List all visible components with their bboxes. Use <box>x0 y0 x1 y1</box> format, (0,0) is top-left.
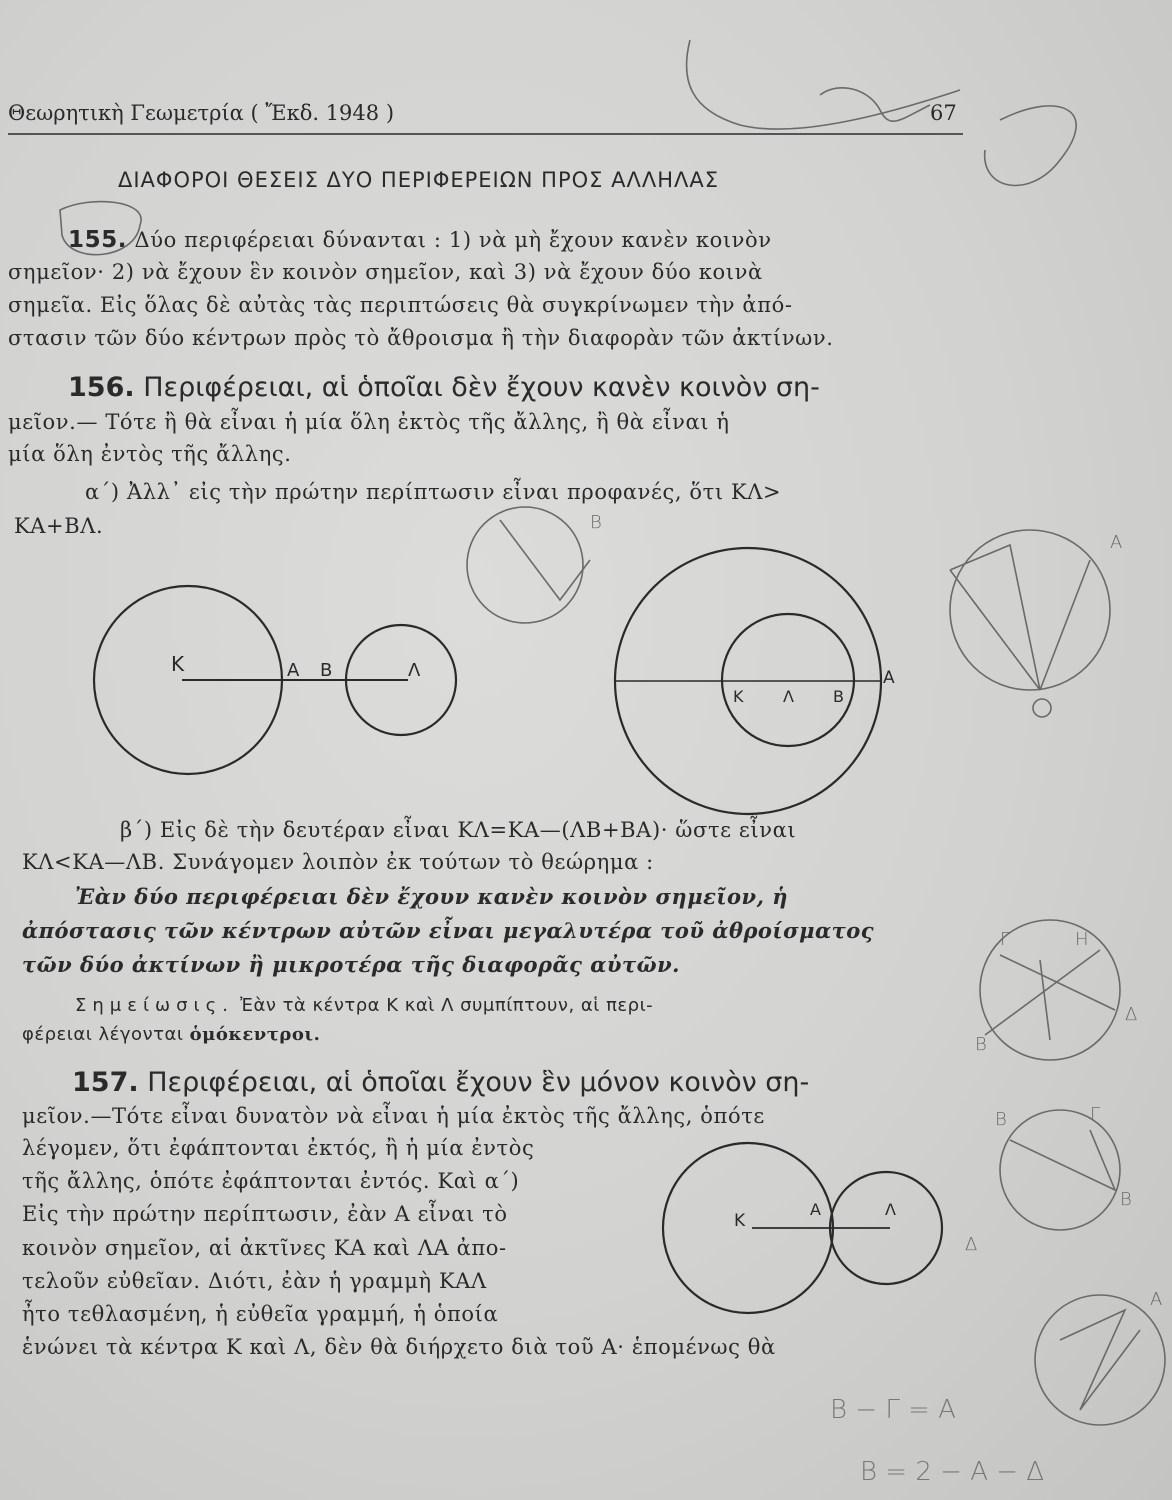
s157-heading: Περιφέρειαι, αἱ ὁποῖαι ἔχουν ἓν μόνον κοινὸν ση- <box>147 1067 810 1098</box>
pencil-lines-4 <box>1010 1130 1115 1190</box>
pencil-scribble-top <box>687 40 960 129</box>
fig2-label-l: Λ <box>783 687 794 706</box>
hand-label-7: Β <box>995 1109 1007 1130</box>
pencil-circle-5 <box>1035 1295 1165 1425</box>
hand-label-2: Α <box>1110 532 1123 553</box>
theorem-line-1: Ἐὰν δύο περιφέρειαι δὲν ἔχουν κανὲν κοινὸν σημεῖον, ἡ <box>75 884 788 909</box>
hand-label-5: Η <box>1075 929 1089 950</box>
s157-heading-line <box>72 1067 809 1098</box>
pencil-dot-2 <box>1033 699 1051 717</box>
note-term: ὁμόκεντροι. <box>189 1024 321 1045</box>
page-number: 67 <box>930 101 957 125</box>
pencil-lines-1 <box>500 520 590 600</box>
note-text: Ἐὰν τὰ κέντρα Κ καὶ Λ συμπίπτουν, αἱ περι- <box>240 995 654 1016</box>
s157-line-6: τελοῦν εὐθεῖαν. Διότι, ἐὰν ἡ γραμμὴ ΚΑΛ <box>22 1269 487 1293</box>
pencil-circle-2 <box>950 530 1110 690</box>
s156-line-2: μία ὅλη ἐντὸς τῆς ἄλλης. <box>8 442 292 466</box>
hand-label-9: Δ <box>965 1234 978 1255</box>
s157-line-3: τῆς ἄλλης, ὁπότε ἐφάπτονται ἐντός. Καὶ α΄) <box>22 1169 520 1193</box>
theorem-line-3: τῶν δύο ἀκτίνων ἢ μικροτέρα τῆς διαφορᾶς αὐτῶν. <box>22 952 680 977</box>
hand-label-3: Γ <box>1000 929 1011 950</box>
s156-line-4: ΚΑ+ΒΛ. <box>14 514 104 538</box>
fig1-label-a: Α <box>287 660 300 681</box>
note-label: Σημείωσις. <box>75 995 234 1016</box>
hand-equation-2: Β = 2 − Α − Δ <box>860 1457 1045 1487</box>
pencil-scribble-top-3 <box>985 106 1076 186</box>
hand-label-6: Β <box>975 1034 987 1055</box>
fig1-label-b: Β <box>320 660 333 681</box>
s157-line-5: κοινὸν σημεῖον, αἱ ἀκτῖνες ΚΑ καὶ ΛΑ ἀπο- <box>22 1236 507 1260</box>
fig3-label-l: Λ <box>885 1200 896 1219</box>
s155-text-1: Δύο περιφέρειαι δύνανται : 1) νὰ μὴ ἔχουν κανὲν κοινὸν <box>134 228 772 252</box>
s155-line-4: στασιν τῶν δύο κέντρων πρὸς τὸ ἄθροισμα ἢ τὴν διαφορὰν τῶν ἀκτίνων. <box>8 326 834 350</box>
pencil-triangle-2 <box>950 545 1090 690</box>
s155-number: 155. <box>68 227 128 253</box>
s156-line-6: ΚΛ<ΚΑ—ΛΒ. Συνάγομεν λοιπὸν ἐκ τούτων τὸ θεώρημα : <box>22 850 654 874</box>
s156-number: 156. <box>68 372 135 403</box>
figure-external-circles <box>94 586 456 774</box>
hand-label-11: Α <box>1150 1289 1163 1310</box>
figure-tangent-circles <box>663 1143 942 1313</box>
hand-label-8: Γ <box>1090 1104 1101 1125</box>
fig2-label-k: Κ <box>733 687 744 706</box>
fig3-label-k: Κ <box>734 1211 746 1231</box>
s156-line-3: α΄) Ἀλλ᾿ εἰς τὴν πρώτην περίπτωσιν εἶναι προφανές, ὅτι ΚΛ> <box>85 480 782 504</box>
fig2-label-b: Β <box>833 687 844 706</box>
running-title: Θεωρητικὴ Γεωμετρία ( Ἔκδ. 1948 ) <box>8 101 395 125</box>
s157-line-8: ἑνώνει τὰ κέντρα Κ καὶ Λ, δὲν θὰ διήρχετο διὰ τοῦ Α· ἑπομένως θὰ <box>22 1335 776 1359</box>
s157-number: 157. <box>72 1067 139 1098</box>
fig2-label-a: Α <box>883 668 895 688</box>
fig1-label-l: Λ <box>408 660 421 681</box>
s156-line-5: β΄) Εἰς δὲ τὴν δευτέραν εἶναι ΚΛ=ΚΑ—(ΛΒ+ΒΑ)· ὥστε εἶναι <box>120 818 797 842</box>
fig2-circle-inner <box>722 614 854 746</box>
pencil-circle-4 <box>1000 1110 1120 1230</box>
pencil-circle-155 <box>60 202 141 255</box>
s157-line-4: Εἰς τὴν πρώτην περίπτωσιν, ἐὰν Α εἶναι τὸ <box>22 1202 508 1226</box>
chapter-title: ΔΙΑΦΟΡΟΙ ΘΕΣΕΙΣ ΔΥΟ ΠΕΡΙΦΕΡΕΙΩΝ ΠΡΟΣ ΑΛΛΗΛΑΣ <box>118 168 720 192</box>
s156-heading: Περιφέρειαι, αἱ ὁποῖαι δὲν ἔχουν κανὲν κοινὸν ση- <box>143 372 820 403</box>
note-text-2: φέρειαι λέγονται <box>22 1024 184 1045</box>
note-line-2 <box>22 1024 320 1045</box>
theorem-line-2: ἀπόστασις τῶν κέντρων αὐτῶν εἶναι μεγαλυτέρα τοῦ ἀθροίσματος <box>22 918 875 943</box>
s157-line-7: ἦτο τεθλασμένη, ἡ εὐθεῖα γραμμή, ἡ ὁποία <box>22 1302 499 1326</box>
note-line-1 <box>75 995 653 1016</box>
hand-equation-1: Β − Γ = Α <box>830 1395 956 1425</box>
pencil-lines-5 <box>1060 1310 1140 1410</box>
pencil-lines-3 <box>985 950 1115 1040</box>
figure-internal-circles <box>615 548 881 814</box>
s157-line-2: λέγομεν, ὅτι ἐφάπτονται ἐκτός, ἢ ἡ μία ἐντὸς <box>22 1136 535 1160</box>
pencil-circle-1 <box>467 507 583 623</box>
hand-label-10: Β <box>1120 1189 1132 1210</box>
s155-line-2: σημεῖον· 2) νὰ ἔχουν ἓν κοινὸν σημεῖον, καὶ 3) νὰ ἔχουν δύο κοινὰ <box>8 260 763 284</box>
hand-label-1: Β <box>590 512 602 533</box>
fig1-label-k: Κ <box>171 652 185 676</box>
s155-line-3: σημεῖα. Εἰς ὅλας δὲ αὐτὰς τὰς περιπτώσεις θὰ συγκρίνωμεν τὴν ἀπό- <box>8 293 793 317</box>
hand-label-4: Δ <box>1125 1004 1138 1025</box>
fig3-label-a: Α <box>810 1200 821 1219</box>
s157-line-1: μεῖον.—Τότε εἶναι δυνατὸν νὰ εἶναι ἡ μία ἐκτὸς τῆς ἄλλης, ὁπότε <box>22 1104 765 1128</box>
s156-line-1: μεῖον.— Τότε ἢ θὰ εἶναι ἡ μία ὅλη ἐκτὸς τῆς ἄλλης, ἢ θὰ εἶναι ἡ <box>8 410 730 434</box>
